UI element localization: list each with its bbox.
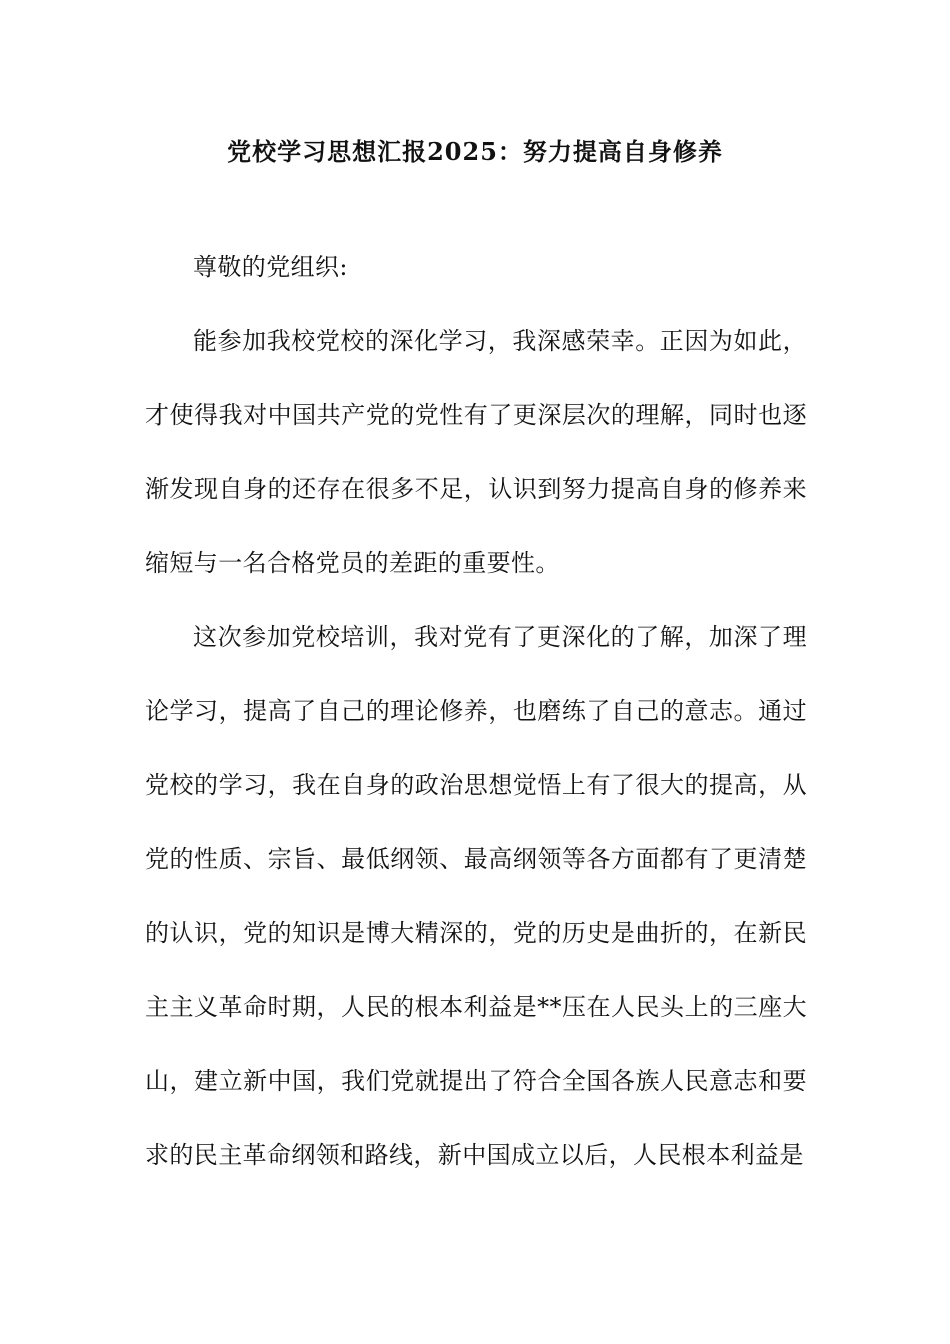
paragraph-1: 能参加我校党校的深化学习，我深感荣幸。正因为如此，才使得我对中国共产党的党性有了更深层次的理解，同时也逐渐发现自身的还存在很多不足，认识到努力提高自身的修养来缩短与一名合格党员的差距的重要性。 (145, 327, 807, 577)
document-title: 党校学习思想汇报2025：努力提高自身修养 (227, 137, 723, 166)
document-body (145, 230, 807, 1192)
paragraph-2: 这次参加党校培训，我对党有了更深化的了解，加深了理论学习，提高了自己的理论修养，也磨练了自己的意志。通过党校的学习，我在自身的政治思想觉悟上有了很大的提高，从党的性质、宗旨、最低纲领、最高纲领等各方面都有了更清楚的认识，党的知识是博大精深的，党的历史是曲折的，在新民主主义革命时期，人民的根本利益是**压在人民头上的三座大山，建立新中国，我们党就提出了符合全国各族人民意志和要求的民主革命纲领和路线，新中国成立以后，人民根本利益是 (145, 623, 807, 1169)
salutation: 尊敬的党组织: (193, 253, 348, 281)
